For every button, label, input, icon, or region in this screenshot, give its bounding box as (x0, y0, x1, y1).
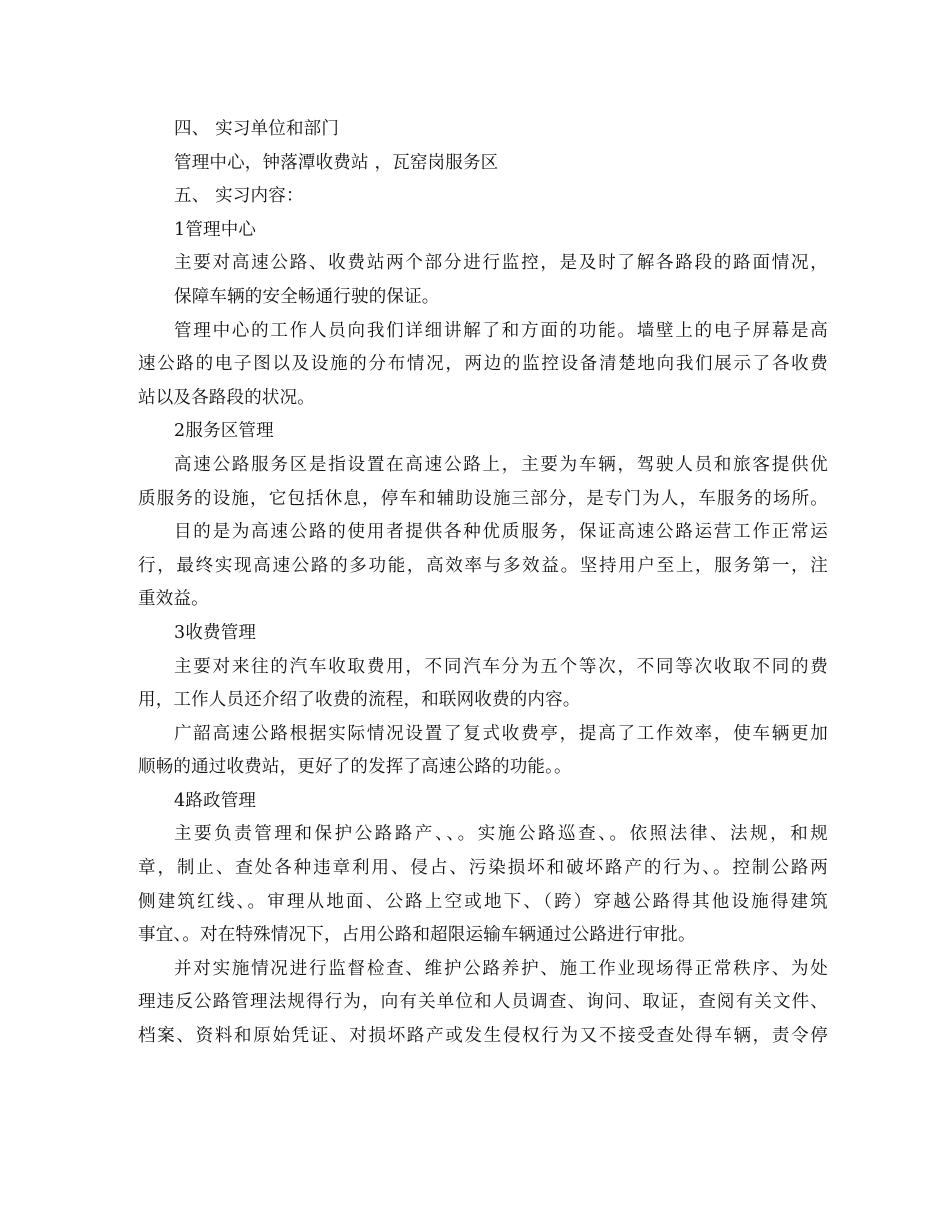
paragraph-line: 高速公路服务区是指设置在高速公路上，主要为车辆，驾驶人员和旅客提供优 (174, 454, 828, 475)
section-heading-five: 五、 实习内容： (174, 186, 304, 207)
paragraph-line: 重效益。 (138, 589, 209, 610)
paragraph-line: 管理中心的工作人员向我们详细讲解了和方面的功能。墙壁上的电子屏幕是高 (174, 320, 828, 341)
subheading-service-area: 2服务区管理 (174, 421, 274, 442)
paragraph-line: 用，工作人员还介绍了收费的流程，和联网收费的内容。 (138, 690, 581, 711)
document-body (138, 113, 828, 1054)
paragraph-line: 档案、资料和原始凭证、对损坏路产或发生侵权行为又不接受查处得车辆，责令停 (138, 1026, 828, 1047)
paragraph-line: 理违反公路管理法规得行为，向有关单位和人员调查、询问、取证，查阅有关文件、 (138, 992, 828, 1013)
paragraph-line: 事宜、。对在特殊情况下，占用公路和超限运输车辆通过公路进行审批。 (138, 925, 696, 946)
subheading-road-administration: 4路政管理 (174, 790, 257, 811)
paragraph-line: 保障车辆的安全畅通行驶的保证。 (174, 286, 440, 307)
paragraph-line: 行，最终实现高速公路的多功能，高效率与多效益。坚持用户至上，服务第一，注 (138, 555, 828, 576)
paragraph-line: 侧建筑红线、。审理从地面、公路上空或地下、（跨）穿越公路得其他设施得建筑 (138, 891, 828, 912)
paragraph-line: 主要对来往的汽车收取费用，不同汽车分为五个等次，不同等次收取不同的费 (174, 656, 828, 677)
paragraph-line: 主要对高速公路、收费站两个部分进行监控，是及时了解各路段的路面情况， (174, 253, 828, 274)
subheading-management-center: 1管理中心 (174, 219, 257, 240)
paragraph-line: 速公路的电子图以及设施的分布情况，两边的监控设备清楚地向我们展示了各收费 (138, 354, 828, 375)
paragraph-line: 章，制止、查处各种违章利用、侵占、污染损坏和破坏路产的行为、。控制公路两 (138, 858, 828, 879)
subheading-toll-management: 3收费管理 (174, 622, 257, 643)
paragraph-line: 站以及各路段的状况。 (138, 387, 315, 408)
paragraph-line: 主要负责管理和保护公路路产、、。实施公路巡查、。依照法律、法规，和规 (174, 824, 828, 845)
section-heading-four: 四、 实习单位和部门 (174, 119, 340, 139)
paragraph-line: 管理中心，钟落潭收费站 ，瓦窑岗服务区 (174, 152, 499, 173)
paragraph-line: 顺畅的通过收费站，更好了的发挥了高速公路的功能。。 (138, 757, 572, 778)
paragraph-line: 并对实施情况进行监督检查、维护公路养护、施工作业现场得正常秩序、为处 (174, 958, 828, 979)
paragraph-line: 目的是为高速公路的使用者提供各种优质服务，保证高速公路运营工作正常运 (174, 522, 828, 543)
paragraph-line: 广韶高速公路根据实际情况设置了复式收费亭，提高了工作效率，使车辆更加 (174, 723, 828, 744)
paragraph-line: 质服务的设施，它包括休息，停车和辅助设施三部分，是专门为人，车服务的场所。 (138, 488, 828, 509)
